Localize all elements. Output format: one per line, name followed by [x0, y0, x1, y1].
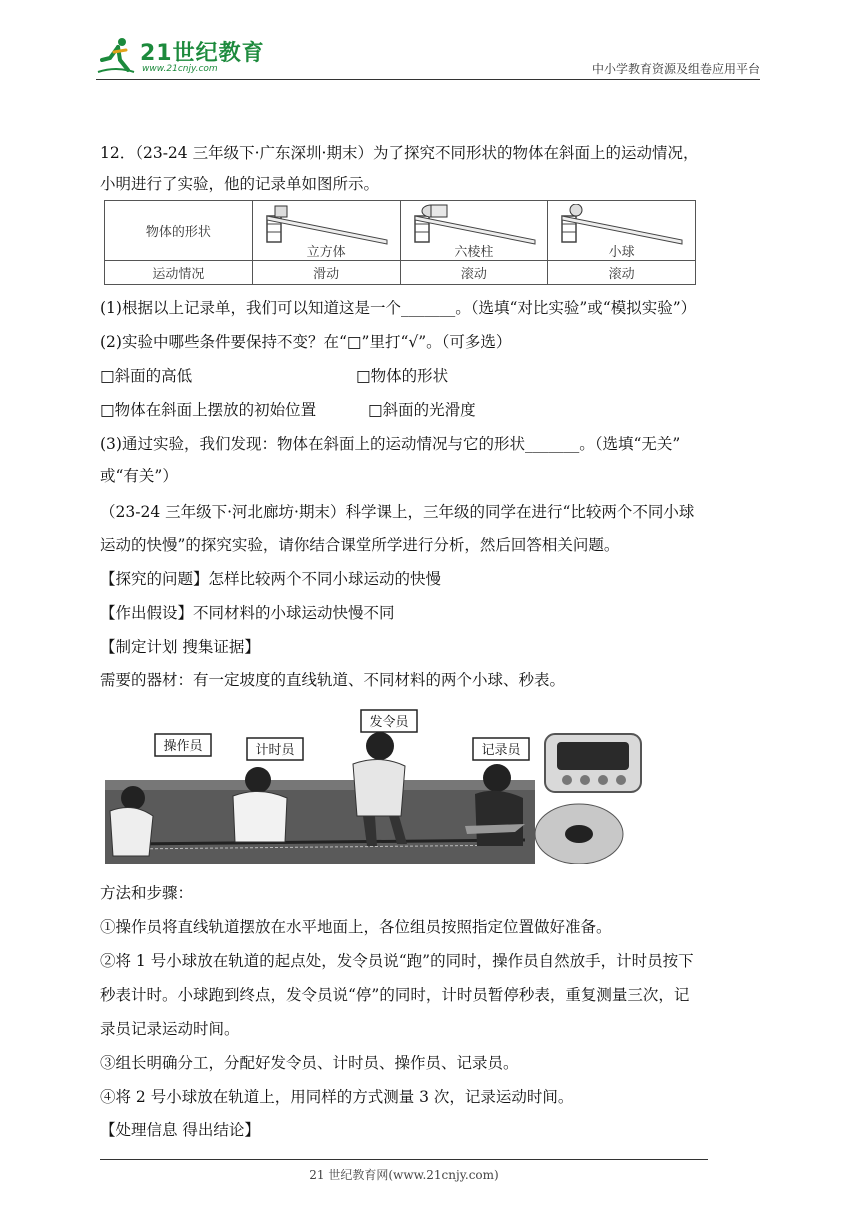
option-slope-smoothness[interactable]: □斜面的光滑度 — [368, 401, 476, 419]
site-logo — [96, 36, 266, 78]
option-slope-height[interactable]: □斜面的高低 — [100, 367, 193, 385]
step-1: ①操作员将直线轨道摆放在水平地面上，各位组员按照指定位置做好准备。 — [100, 918, 612, 936]
header-platform-text: 中小学教育资源及组卷应用平台 — [591, 62, 760, 76]
ball-on-slope-icon — [558, 204, 684, 246]
runner-logo-icon — [96, 36, 136, 76]
motion-cube — [252, 261, 400, 285]
q12-part3-line2: 或“有关”） — [100, 467, 178, 485]
label-timer — [247, 738, 303, 760]
label-recorder — [473, 738, 529, 760]
logo-url: www.21cnjy.com — [142, 64, 218, 74]
timer-figure — [233, 767, 287, 842]
label-timer-text: 计时员 — [255, 743, 295, 758]
step-2-line3: 录员记录运动时间。 — [100, 1020, 240, 1038]
q13-intro-line2: 运动的快慢”的探究实验，请你结合课堂所学进行分析，然后回答相关问题。 — [100, 536, 620, 554]
motion-ball — [548, 261, 696, 285]
row-header-motion — [105, 261, 253, 285]
record-table — [104, 200, 696, 285]
cell-hexprism — [400, 201, 548, 261]
label-operator — [155, 734, 211, 756]
q13-hypothesis: 【作出假设】不同材料的小球运动快慢不同 — [100, 604, 395, 622]
row-header-motion-text: 运动情况 — [152, 267, 205, 282]
row-header-shape-text: 物体的形状 — [145, 225, 211, 240]
q13-materials: 需要的器材：有一定坡度的直线轨道、不同材料的两个小球、秒表。 — [100, 671, 566, 689]
q13-intro-line1: （23-24 三年级下·河北廊坊·期末）科学课上，三年级的同学在进行“比较两个不同小球 — [100, 503, 695, 521]
step-3: ③组长明确分工，分配好发令员、计时员、操作员、记录员。 — [100, 1054, 519, 1072]
q12-part3-line1: (3)通过实验，我们发现：物体在斜面上的运动情况与它的形状_______。（选填“无关” — [100, 435, 681, 453]
label-operator-text: 操作员 — [163, 739, 203, 754]
step-2-line1: ②将 1 号小球放在轨道的起点处，发令员说“跑”的同时，操作员自然放手，计时员按下 — [100, 952, 694, 970]
shape-ball-label: 小球 — [608, 244, 635, 260]
footer-divider — [100, 1159, 708, 1160]
experiment-photo — [105, 706, 645, 864]
shape-cube-label: 立方体 — [306, 244, 346, 260]
page-footer: 21 世纪教育网(www.21cnjy.com) — [309, 1168, 499, 1182]
q13-problem: 【探究的问题】怎样比较两个不同小球运动的快慢 — [100, 570, 442, 588]
stopwatch-icon — [545, 734, 641, 792]
motion-hexprism-text: 滚动 — [460, 267, 487, 282]
step-2-line2: 秒表计时。小球跑到终点，发令员说“停”的同时，计时员暂停秒表，重复测量三次，记 — [100, 986, 690, 1004]
q13-plan: 【制定计划 搜集证据】 — [100, 638, 260, 656]
cell-ball — [548, 201, 696, 261]
q12-part2: (2)实验中哪些条件要保持不变？在“□”里打“√”。（可多选） — [100, 333, 512, 351]
option-initial-position[interactable]: □物体在斜面上摆放的初始位置 — [100, 401, 317, 419]
option-object-shape[interactable]: □物体的形状 — [356, 367, 449, 385]
q12-part1: (1)根据以上记录单，我们可以知道这是一个_______。（选填“对比实验”或“模拟实验”） — [100, 299, 697, 317]
page-header — [96, 30, 760, 82]
step-4: ④将 2 号小球放在轨道上，用同样的方式测量 3 次，记录运动时间。 — [100, 1088, 574, 1106]
cube-on-slope-icon — [263, 204, 389, 246]
motion-cube-text: 滑动 — [313, 267, 340, 282]
ball-closeup-icon — [535, 804, 623, 864]
logo-text: 21世纪教育 — [140, 41, 265, 66]
method-title: 方法和步骤： — [100, 884, 194, 902]
hexprism-on-slope-icon — [411, 204, 537, 246]
row-header-shape — [105, 201, 253, 261]
q12-intro-line2: 小明进行了实验，他的记录单如图所示。 — [100, 175, 380, 193]
label-starter — [361, 710, 417, 732]
cell-cube — [252, 201, 400, 261]
motion-hexprism — [400, 261, 548, 285]
label-recorder-text: 记录员 — [481, 743, 521, 758]
header-divider — [96, 79, 760, 80]
label-starter-text: 发令员 — [369, 715, 409, 730]
shape-hexprism-label: 六棱柱 — [454, 244, 494, 260]
motion-ball-text: 滚动 — [608, 267, 635, 282]
conclusion-heading: 【处理信息 得出结论】 — [100, 1121, 260, 1139]
q12-intro-line1: 12．（23-24 三年级下·广东深圳·期末）为了探究不同形状的物体在斜面上的运动情况， — [100, 144, 699, 162]
